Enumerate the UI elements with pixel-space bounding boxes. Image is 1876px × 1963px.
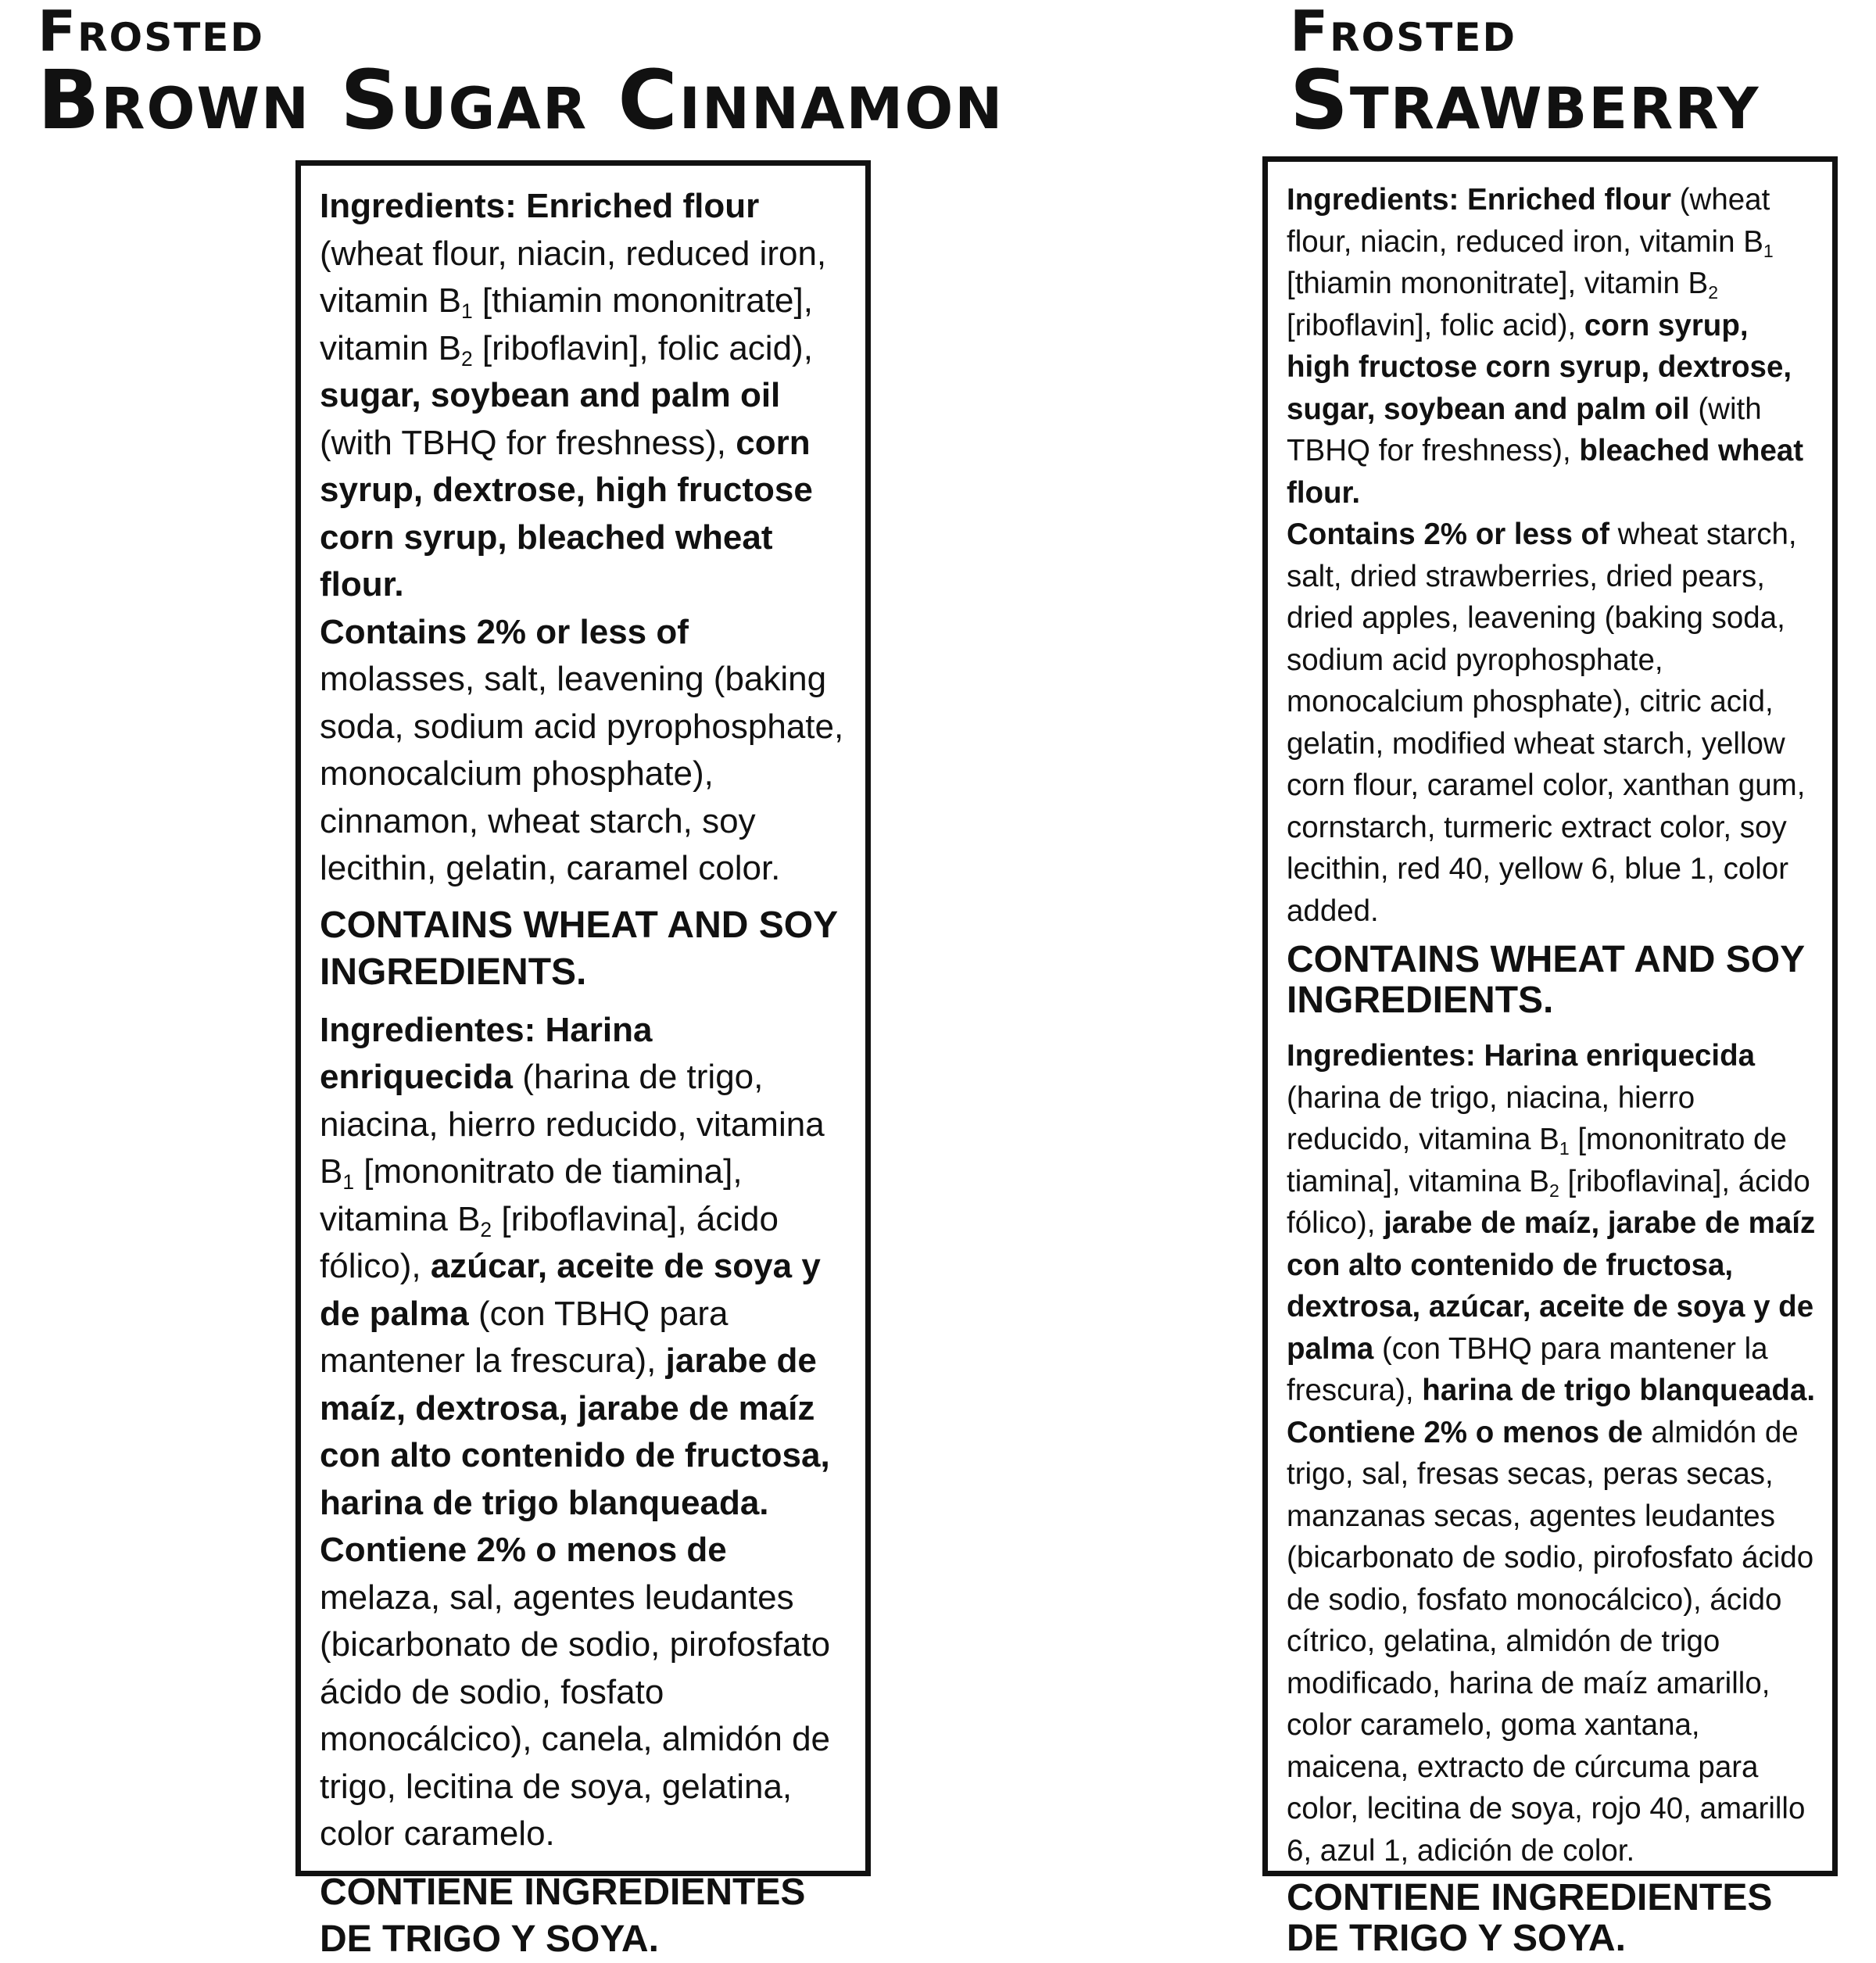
ingredient-text: (wheat flour, niacin, reduced iron, vitamin B [320, 234, 827, 320]
bold-ingredients: jarabe de maíz, jarabe de maíz con alto contenido de fructosa, dextrosa, azúcar, aceite de soya y de palma [1287, 1206, 1816, 1366]
ingredient-text: [thiamin mononitrate], vitamin B [1287, 267, 1709, 300]
lead-ingredient: Harina enriquecida [320, 1010, 653, 1096]
ingredients-spanish [1287, 1035, 1820, 1872]
ingredient-text: (harina de trigo, niacina, hierro reducido, vitamina B [1287, 1080, 1695, 1156]
title-sub: Frosted [38, 0, 264, 64]
ingredient-text: [riboflavina], ácido fólico), [1287, 1164, 1810, 1240]
ingredient-text: [riboflavin], folic acid), [482, 328, 813, 367]
ingredients-label: Ingredientes: [320, 1010, 536, 1049]
title-main: Brown Sugar Cinnamon [38, 52, 1004, 148]
subscript: 2 [1708, 281, 1719, 303]
ingredients-label: Ingredients: [1287, 183, 1459, 217]
ingredient-text: [riboflavin], folic acid), [1287, 308, 1577, 342]
subscript: 2 [460, 346, 473, 371]
title-brown-sugar-cinnamon [38, 0, 1004, 148]
lead-ingredient: Harina enriquecida [1484, 1039, 1756, 1073]
lead-ingredient: Enriched flour [1467, 183, 1671, 217]
bold-ingredients: jarabe de maíz, dextrosa, jarabe de maíz con alto contenido de fructosa, harina de trigo blanqueada. [320, 1342, 830, 1522]
contains-text: melaza, sal, agentes leudantes (bicarbonato de sodio, pirofosfato ácido de sodio, fosfato monocálcico), canela, almidón de trigo, lecitina de soya, gelatina, color caramelo. [320, 1578, 831, 1853]
ingredient-text: (with TBHQ for freshness), [320, 423, 726, 462]
contains-label: Contains 2% or less of [1287, 518, 1609, 551]
title-strawberry [1290, 0, 1760, 148]
subscript: 1 [1763, 240, 1774, 261]
ingredient-text: (harina de trigo, niacina, hierro reducido, vitamina B [320, 1058, 825, 1191]
ingredients-label: Ingredients: [320, 187, 517, 225]
ingredient-text: [riboflavina], ácido fólico), [320, 1199, 779, 1285]
contains-text: almidón de trigo, sal, fresas secas, peras secas, manzanas secas, agentes leudantes (bicarbonato de sodio, pirofosfato ácido de sodio, fosfato monocálcico), ácido cítrico, gelatina, almidón de trigo modificado, harina de maíz amarillo, color caramelo, goma xantana, maicena, extracto de cúrcuma para color, lecitina de soya, rojo 40, amarillo 6, azul 1, adición de color. [1287, 1415, 1814, 1868]
ingredients-label: Ingredientes: [1287, 1039, 1476, 1073]
lead-ingredient: Enriched flour [526, 187, 760, 225]
subscript: 2 [1548, 1180, 1559, 1201]
subscript: 2 [480, 1217, 492, 1241]
subscript: 1 [342, 1170, 355, 1194]
bold-ingredients: sugar, soybean and palm oil [320, 376, 781, 414]
ingredient-text: (wheat flour, niacin, reduced iron, vitamin B [1287, 183, 1770, 259]
contains-label: Contiene 2% o menos de [1287, 1415, 1643, 1449]
ingredient-text: (con TBHQ para mantener la frescura), [320, 1294, 729, 1380]
allergen-statement-spanish: CONTIENE INGREDIENTES DE TRIGO Y SOYA. [320, 1871, 806, 1960]
title-sub: Frosted [1290, 0, 1516, 64]
contains-label: Contains 2% or less of [320, 612, 689, 651]
contains-text: wheat starch, salt, dried strawberries, dried pears, dried apples, leavening (baking soda, sodium acid pyrophosphate, monocalcium phosphate), citric acid, gelatin, modified wheat starch, yellow corn flour, caramel color, xanthan gum, cornstarch, turmeric extract color, soy lecithin, red 40, yellow 6, blue 1, color added. [1287, 518, 1806, 928]
allergen-statement: CONTAINS WHEAT AND SOY INGREDIENTS. [320, 904, 838, 993]
bold-ingredients: corn syrup, dextrose, high fructose corn syrup, bleached wheat flour. [320, 423, 813, 604]
ingredients-spanish [320, 1007, 847, 1858]
bold-ingredients: corn syrup, high fructose corn syrup, dextrose, sugar, soybean and palm oil [1287, 308, 1792, 426]
allergen-statement: CONTAINS WHEAT AND SOY INGREDIENTS. [1287, 939, 1805, 1021]
title-main: Strawberry [1290, 52, 1760, 148]
ingredient-text: [thiamin mononitrate], vitamin B [320, 281, 813, 367]
ingredient-text: (with TBHQ for freshness), [1287, 392, 1762, 467]
ingredient-text: [mononitrato de tiamina], vitamina B [320, 1152, 743, 1238]
ingredients-english [320, 183, 847, 893]
bold-ingredients: bleached wheat flour. [1287, 434, 1804, 510]
subscript: 1 [460, 299, 473, 323]
bold-ingredients: azúcar, aceite de soya y de palma [320, 1247, 821, 1333]
subscript: 1 [1559, 1137, 1570, 1159]
ingredients-panel-brown-sugar-cinnamon [295, 160, 871, 1960]
contains-label: Contiene 2% o menos de [320, 1531, 727, 1569]
ingredient-text: [mononitrato de tiamina], vitamina B [1287, 1123, 1787, 1198]
allergen-statement-spanish: CONTIENE INGREDIENTES DE TRIGO Y SOYA. [1287, 1877, 1773, 1959]
ingredients-english [1287, 179, 1820, 932]
bold-ingredients: harina de trigo blanqueada. [1422, 1374, 1816, 1407]
ingredient-text: (con TBHQ para mantener la frescura), [1287, 1331, 1768, 1407]
contains-text: molasses, salt, leavening (baking soda, sodium acid pyrophosphate, monocalcium phosphate), cinnamon, wheat starch, soy lecithin, gelatin, caramel color. [320, 660, 844, 887]
ingredients-panel-strawberry [1262, 156, 1838, 1959]
